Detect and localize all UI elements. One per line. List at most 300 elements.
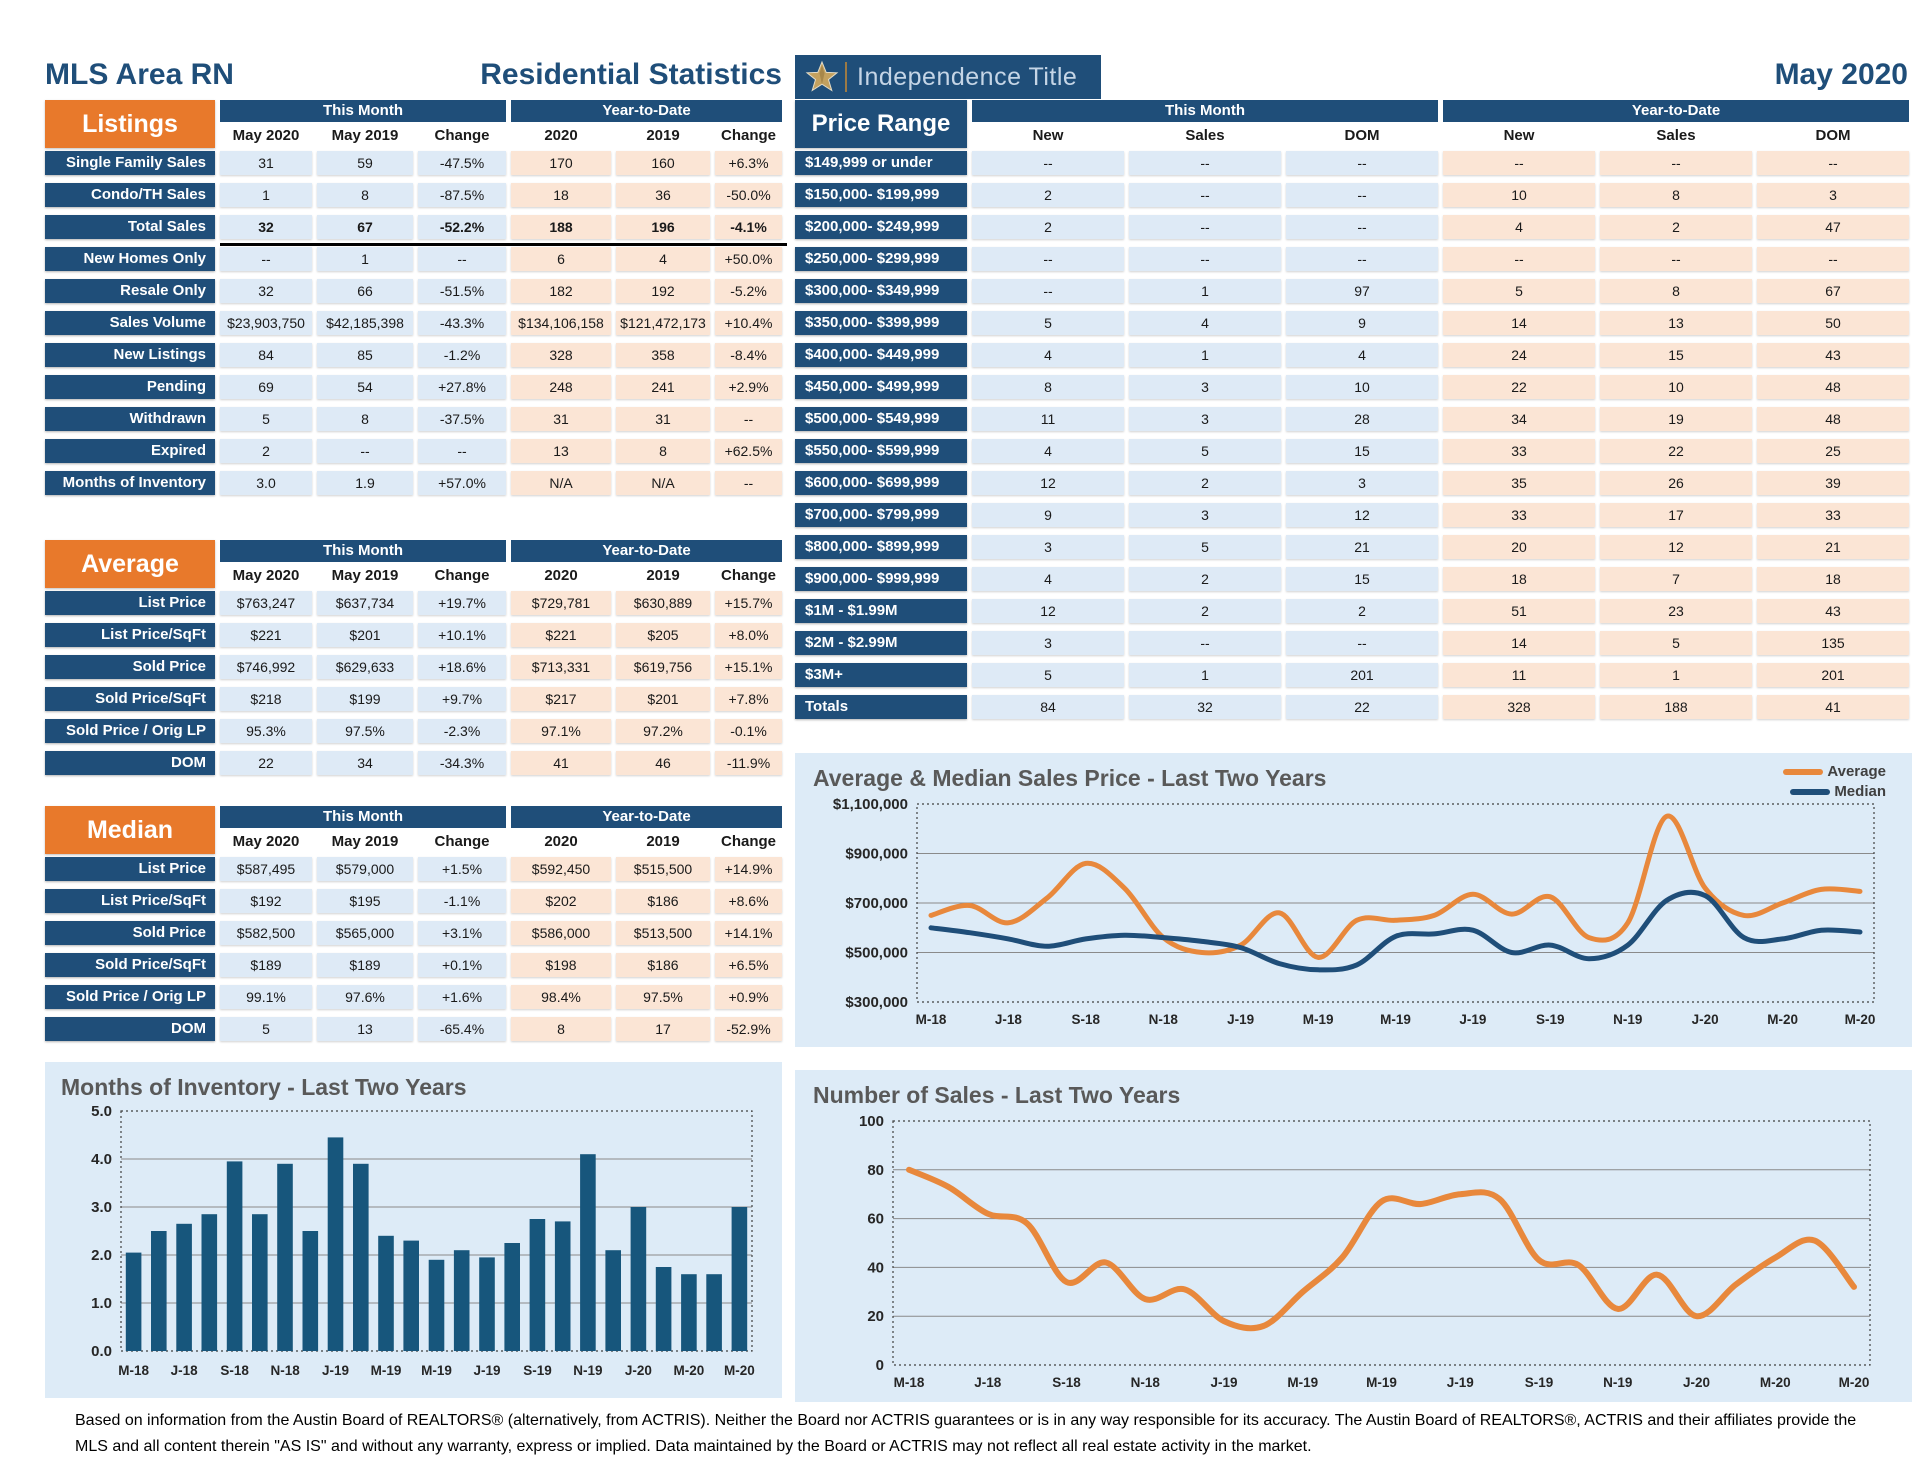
table-cell: 5 xyxy=(1443,279,1595,303)
table-cell: 15 xyxy=(1600,343,1752,367)
table-cell: 5 xyxy=(972,311,1124,335)
table-cell: 21 xyxy=(1757,535,1909,559)
group-header: This Month xyxy=(220,540,506,562)
table-row xyxy=(45,985,787,1009)
table-cell: +62.5% xyxy=(715,439,782,463)
table-cell: +15.1% xyxy=(715,655,782,679)
table-cell: 95.3% xyxy=(220,719,312,743)
row-label: Months of Inventory xyxy=(45,471,215,495)
row-label: $2M - $2.99M xyxy=(795,631,967,655)
table-header xyxy=(45,806,787,854)
group-header: Year-to-Date xyxy=(511,100,782,122)
table-cell: 21 xyxy=(1286,535,1438,559)
table-cell: 48 xyxy=(1757,375,1909,399)
table-cell: 8 xyxy=(616,439,710,463)
column-header: May 2019 xyxy=(331,127,399,144)
independence-title-logo xyxy=(795,55,1101,99)
table-row xyxy=(795,503,1914,527)
table-cell: $198 xyxy=(511,953,611,977)
table-cell: 69 xyxy=(220,375,312,399)
row-label: $250,000- $299,999 xyxy=(795,247,967,271)
average-table xyxy=(45,540,787,783)
svg-text:M-19: M-19 xyxy=(370,1363,402,1378)
table-cell: 4 xyxy=(1286,343,1438,367)
table-row xyxy=(45,151,787,175)
table-cell: -47.5% xyxy=(418,151,506,175)
table-cell: -50.0% xyxy=(715,183,782,207)
table-cell: -- xyxy=(1286,151,1438,175)
table-row xyxy=(45,343,787,367)
table-row xyxy=(45,921,787,945)
table-cell: $42,185,398 xyxy=(317,311,413,335)
table-cell: +1.6% xyxy=(418,985,506,1009)
table-cell: -1.1% xyxy=(418,889,506,913)
table-cell: $713,331 xyxy=(511,655,611,679)
table-cell: 2 xyxy=(1129,471,1281,495)
table-cell: 97 xyxy=(1286,279,1438,303)
table-row xyxy=(45,215,787,239)
table-cell: 5 xyxy=(972,663,1124,687)
svg-text:$700,000: $700,000 xyxy=(845,895,908,912)
svg-text:J-19: J-19 xyxy=(1227,1012,1255,1027)
table-cell: 1 xyxy=(317,247,413,271)
table-cell: $201 xyxy=(317,623,413,647)
table-cell: 328 xyxy=(1443,695,1595,719)
table-row xyxy=(795,567,1914,591)
table-cell: 5 xyxy=(1129,535,1281,559)
table-row xyxy=(45,953,787,977)
table-cell: $619,756 xyxy=(616,655,710,679)
table-cell: 33 xyxy=(1443,439,1595,463)
svg-text:J-19: J-19 xyxy=(1459,1012,1487,1027)
table-cell: 182 xyxy=(511,279,611,303)
table-cell: -- xyxy=(1129,631,1281,655)
group-header: This Month xyxy=(972,100,1438,122)
table-cell: 85 xyxy=(317,343,413,367)
table-cell: 10 xyxy=(1443,183,1595,207)
table-cell: $186 xyxy=(616,953,710,977)
table-cell: -- xyxy=(1600,247,1752,271)
table-cell: 188 xyxy=(511,215,611,239)
table-cell: 1 xyxy=(1129,343,1281,367)
table-cell: 97.5% xyxy=(616,985,710,1009)
table-cell: 34 xyxy=(1443,407,1595,431)
table-row xyxy=(45,279,787,303)
area-title: MLS Area RN xyxy=(45,58,234,91)
svg-text:N-18: N-18 xyxy=(1130,1375,1160,1390)
table-cell: 188 xyxy=(1600,695,1752,719)
column-header: Change xyxy=(720,833,776,850)
row-label: Total Sales xyxy=(45,215,215,239)
table-cell: 135 xyxy=(1757,631,1909,655)
table-cell: 7 xyxy=(1600,567,1752,591)
table-cell: 22 xyxy=(1286,695,1438,719)
avg-median-price-title: Average & Median Sales Price - Last Two Years xyxy=(813,765,1327,791)
row-label: Sold Price/SqFt xyxy=(45,687,215,711)
table-row xyxy=(45,751,787,775)
table-cell: 18 xyxy=(1443,567,1595,591)
table-cell: -- xyxy=(418,439,506,463)
column-header: New xyxy=(1032,127,1064,144)
table-cell: 4 xyxy=(1129,311,1281,335)
table-cell: $218 xyxy=(220,687,312,711)
table-cell: $189 xyxy=(220,953,312,977)
table-cell: 31 xyxy=(220,151,312,175)
table-cell: -11.9% xyxy=(715,751,782,775)
table-cell: $579,000 xyxy=(317,857,413,881)
table-cell: 34 xyxy=(317,751,413,775)
table-cell: 4 xyxy=(1443,215,1595,239)
table-cell: $515,500 xyxy=(616,857,710,881)
listings-table xyxy=(45,100,787,503)
table-row xyxy=(795,695,1914,719)
table-cell: $629,633 xyxy=(317,655,413,679)
table-cell: -- xyxy=(1129,215,1281,239)
column-header: Change xyxy=(720,127,776,144)
table-cell: +27.8% xyxy=(418,375,506,399)
table-cell: 17 xyxy=(1600,503,1752,527)
table-cell: -- xyxy=(317,439,413,463)
row-label: $600,000- $699,999 xyxy=(795,471,967,495)
row-label: Condo/TH Sales xyxy=(45,183,215,207)
row-label: $3M+ xyxy=(795,663,967,687)
svg-text:80: 80 xyxy=(867,1161,884,1179)
svg-text:M-20: M-20 xyxy=(1767,1012,1798,1027)
svg-text:M-19: M-19 xyxy=(421,1363,452,1378)
column-header: Change xyxy=(720,567,776,584)
column-header: May 2020 xyxy=(232,833,300,850)
svg-text:N-19: N-19 xyxy=(573,1363,603,1378)
column-header: DOM xyxy=(1815,127,1851,144)
table-cell: +0.9% xyxy=(715,985,782,1009)
table-cell: 24 xyxy=(1443,343,1595,367)
row-label: $150,000- $199,999 xyxy=(795,183,967,207)
table-row xyxy=(795,407,1914,431)
group-header: This Month xyxy=(220,100,506,122)
table-cell: 12 xyxy=(1600,535,1752,559)
table-cell: -- xyxy=(972,151,1124,175)
table-cell: 3.0 xyxy=(220,471,312,495)
price-range-table xyxy=(795,100,1914,727)
table-cell: 97.1% xyxy=(511,719,611,743)
table-cell: -- xyxy=(1129,183,1281,207)
svg-text:M-20: M-20 xyxy=(1844,1012,1876,1027)
table-cell: -- xyxy=(1600,151,1752,175)
table-cell: $587,495 xyxy=(220,857,312,881)
table-cell: -8.4% xyxy=(715,343,782,367)
svg-text:S-18: S-18 xyxy=(1071,1012,1101,1027)
table-cell: +6.3% xyxy=(715,151,782,175)
star-icon xyxy=(805,60,839,94)
row-label: $700,000- $799,999 xyxy=(795,503,967,527)
table-cell: -52.2% xyxy=(418,215,506,239)
chart-legend xyxy=(1783,763,1886,803)
table-cell: 67 xyxy=(1757,279,1909,303)
table-cell: -5.2% xyxy=(715,279,782,303)
average-legend-swatch xyxy=(1783,769,1823,775)
table-cell: -65.4% xyxy=(418,1017,506,1041)
svg-text:J-20: J-20 xyxy=(1691,1012,1719,1027)
table-row xyxy=(795,279,1914,303)
row-label: Sold Price xyxy=(45,655,215,679)
table-cell: 31 xyxy=(511,407,611,431)
svg-text:2.0: 2.0 xyxy=(91,1247,112,1264)
table-cell: -- xyxy=(1129,151,1281,175)
svg-text:S-18: S-18 xyxy=(1052,1375,1081,1390)
table-cell: 28 xyxy=(1286,407,1438,431)
table-cell: 17 xyxy=(616,1017,710,1041)
months-inventory-title: Months of Inventory - Last Two Years xyxy=(61,1074,467,1100)
table-cell: 4 xyxy=(972,343,1124,367)
table-cell: 25 xyxy=(1757,439,1909,463)
svg-text:0.0: 0.0 xyxy=(91,1343,112,1360)
table-cell: -- xyxy=(972,247,1124,271)
table-cell: $201 xyxy=(616,687,710,711)
svg-text:S-19: S-19 xyxy=(1524,1375,1554,1390)
table-cell: 170 xyxy=(511,151,611,175)
table-row xyxy=(795,183,1914,207)
table-row xyxy=(795,663,1914,687)
row-label: Sold Price xyxy=(45,921,215,945)
table-row xyxy=(795,311,1914,335)
table-row xyxy=(795,471,1914,495)
table-cell: 59 xyxy=(317,151,413,175)
table-cell: -- xyxy=(1286,631,1438,655)
svg-text:S-19: S-19 xyxy=(1536,1012,1565,1027)
column-header: 2020 xyxy=(544,127,578,144)
svg-text:M-20: M-20 xyxy=(724,1363,755,1378)
table-cell: +10.1% xyxy=(418,623,506,647)
table-cell: 2 xyxy=(1129,599,1281,623)
table-cell: 2 xyxy=(972,215,1124,239)
table-cell: $192 xyxy=(220,889,312,913)
table-cell: 13 xyxy=(317,1017,413,1041)
table-cell: 196 xyxy=(616,215,710,239)
table-cell: 84 xyxy=(220,343,312,367)
row-label: Resale Only xyxy=(45,279,215,303)
table-cell: $199 xyxy=(317,687,413,711)
group-header: Year-to-Date xyxy=(511,540,782,562)
group-header: Year-to-Date xyxy=(511,806,782,828)
column-header: 2020 xyxy=(544,833,578,850)
table-cell: 97.2% xyxy=(616,719,710,743)
table-cell: 4 xyxy=(616,247,710,271)
row-label: Pending xyxy=(45,375,215,399)
table-cell: 5 xyxy=(220,407,312,431)
table-cell: 8 xyxy=(317,183,413,207)
table-cell: -- xyxy=(1757,151,1909,175)
table-cell: 19 xyxy=(1600,407,1752,431)
svg-text:M-18: M-18 xyxy=(118,1363,149,1378)
table-cell: $217 xyxy=(511,687,611,711)
table-cell: 4 xyxy=(972,567,1124,591)
table-row xyxy=(795,535,1914,559)
table-cell: 3 xyxy=(1129,503,1281,527)
table-cell: 3 xyxy=(972,631,1124,655)
average-legend-label: Average xyxy=(1827,763,1886,780)
column-header: DOM xyxy=(1344,127,1380,144)
table-cell: 22 xyxy=(1443,375,1595,399)
table-cell: -4.1% xyxy=(715,215,782,239)
column-header: Change xyxy=(434,567,490,584)
table-title: Price Range xyxy=(795,100,967,148)
column-header: Sales xyxy=(1185,127,1225,144)
table-cell: 5 xyxy=(1600,631,1752,655)
row-label: List Price/SqFt xyxy=(45,889,215,913)
table-cell: -- xyxy=(715,407,782,431)
table-title: Median xyxy=(45,806,215,854)
table-cell: 12 xyxy=(1286,503,1438,527)
svg-text:J-19: J-19 xyxy=(473,1363,501,1378)
table-cell: $221 xyxy=(511,623,611,647)
table-cell: -- xyxy=(1443,151,1595,175)
table-row xyxy=(45,471,787,495)
table-cell: +50.0% xyxy=(715,247,782,271)
table-cell: 3 xyxy=(1129,407,1281,431)
table-cell: $729,781 xyxy=(511,591,611,615)
table-cell: -- xyxy=(1286,247,1438,271)
table-cell: 15 xyxy=(1286,567,1438,591)
svg-text:N-19: N-19 xyxy=(1613,1012,1643,1027)
row-label: Expired xyxy=(45,439,215,463)
table-row xyxy=(45,1017,787,1041)
svg-text:J-19: J-19 xyxy=(321,1363,350,1378)
table-cell: 1 xyxy=(1600,663,1752,687)
table-cell: 5 xyxy=(220,1017,312,1041)
table-row xyxy=(45,439,787,463)
svg-text:$900,000: $900,000 xyxy=(845,845,908,863)
table-cell: 15 xyxy=(1286,439,1438,463)
svg-text:5.0: 5.0 xyxy=(91,1105,112,1120)
table-cell: 241 xyxy=(616,375,710,399)
table-cell: +18.6% xyxy=(418,655,506,679)
table-cell: 10 xyxy=(1600,375,1752,399)
table-row xyxy=(45,375,787,399)
table-cell: $582,500 xyxy=(220,921,312,945)
table-cell: 3 xyxy=(972,535,1124,559)
table-cell: 160 xyxy=(616,151,710,175)
table-cell: -- xyxy=(1129,247,1281,271)
table-cell: $592,450 xyxy=(511,857,611,881)
disclaimer-text: Based on information from the Austin Board of REALTORS® (alternatively, from ACTRIS). Neither the Board nor ACTRIS guarantees or is in any way responsible for its accuracy. The Austin Board of REALTORS®, ACTRIS and their affiliates provide the MLS and all content therein "AS IS" and without any warranty, express or implied. Data maintained by the Board or ACTRIS may not reflect all real estate activity in the market. xyxy=(75,1412,1857,1455)
table-cell: $763,247 xyxy=(220,591,312,615)
table-cell: 36 xyxy=(616,183,710,207)
table-cell: 43 xyxy=(1757,599,1909,623)
svg-text:$300,000: $300,000 xyxy=(845,994,908,1011)
table-cell: $586,000 xyxy=(511,921,611,945)
svg-text:M-19: M-19 xyxy=(1302,1012,1334,1027)
svg-text:1.0: 1.0 xyxy=(91,1295,112,1312)
table-cell: 84 xyxy=(972,695,1124,719)
table-cell: -- xyxy=(418,247,506,271)
months-inventory-chart xyxy=(61,1105,766,1385)
column-header: Change xyxy=(434,127,490,144)
table-cell: 51 xyxy=(1443,599,1595,623)
row-label: DOM xyxy=(45,751,215,775)
table-cell: 33 xyxy=(1757,503,1909,527)
table-cell: 23 xyxy=(1600,599,1752,623)
svg-text:J-20: J-20 xyxy=(624,1363,652,1378)
table-cell: -34.3% xyxy=(418,751,506,775)
table-cell: $513,500 xyxy=(616,921,710,945)
table-cell: 41 xyxy=(511,751,611,775)
table-cell: 54 xyxy=(317,375,413,399)
svg-text:J-19: J-19 xyxy=(1446,1375,1474,1390)
table-row xyxy=(795,215,1914,239)
svg-text:M-20: M-20 xyxy=(1759,1375,1791,1390)
table-cell: 8 xyxy=(317,407,413,431)
table-cell: +8.0% xyxy=(715,623,782,647)
table-cell: -- xyxy=(220,247,312,271)
row-label: $149,999 or under xyxy=(795,151,967,175)
svg-text:100: 100 xyxy=(858,1113,884,1130)
svg-text:N-19: N-19 xyxy=(1603,1375,1633,1390)
table-cell: $186 xyxy=(616,889,710,913)
table-cell: 41 xyxy=(1757,695,1909,719)
svg-text:M-20: M-20 xyxy=(1838,1375,1870,1390)
table-cell: +2.9% xyxy=(715,375,782,399)
table-row xyxy=(45,183,787,207)
table-cell: 97.5% xyxy=(317,719,413,743)
table-cell: 192 xyxy=(616,279,710,303)
svg-text:N-18: N-18 xyxy=(1148,1012,1178,1027)
table-cell: -- xyxy=(1286,215,1438,239)
row-label: List Price/SqFt xyxy=(45,623,215,647)
row-label: DOM xyxy=(45,1017,215,1041)
svg-text:S-19: S-19 xyxy=(523,1363,552,1378)
table-cell: 46 xyxy=(616,751,710,775)
row-label: $300,000- $349,999 xyxy=(795,279,967,303)
table-cell: 8 xyxy=(511,1017,611,1041)
table-row xyxy=(45,719,787,743)
row-label: Single Family Sales xyxy=(45,151,215,175)
table-cell: 3 xyxy=(1129,375,1281,399)
table-cell: 9 xyxy=(1286,311,1438,335)
row-label: Sold Price/SqFt xyxy=(45,953,215,977)
row-label: List Price xyxy=(45,857,215,881)
report-date: May 2020 xyxy=(1774,58,1908,91)
table-row xyxy=(795,439,1914,463)
row-label: New Homes Only xyxy=(45,247,215,271)
table-cell: 201 xyxy=(1757,663,1909,687)
table-row xyxy=(795,343,1914,367)
table-cell: 22 xyxy=(1600,439,1752,463)
table-cell: $637,734 xyxy=(317,591,413,615)
table-cell: 66 xyxy=(317,279,413,303)
table-cell: $23,903,750 xyxy=(220,311,312,335)
row-label: $550,000- $599,999 xyxy=(795,439,967,463)
column-header: May 2020 xyxy=(232,567,300,584)
table-cell: 11 xyxy=(972,407,1124,431)
svg-text:M-19: M-19 xyxy=(1380,1012,1411,1027)
svg-text:J-18: J-18 xyxy=(994,1012,1022,1027)
table-cell: 8 xyxy=(1600,279,1752,303)
table-cell: +0.1% xyxy=(418,953,506,977)
table-cell: 97.6% xyxy=(317,985,413,1009)
table-cell: $221 xyxy=(220,623,312,647)
number-of-sales-title: Number of Sales - Last Two Years xyxy=(813,1082,1181,1108)
table-cell: $121,472,173 xyxy=(616,311,710,335)
page-title: Residential Statistics xyxy=(480,58,782,91)
table-cell: 2 xyxy=(1600,215,1752,239)
table-header xyxy=(45,540,787,588)
table-cell: +8.6% xyxy=(715,889,782,913)
column-header: May 2019 xyxy=(331,567,399,584)
table-cell: 14 xyxy=(1443,631,1595,655)
median-legend-swatch xyxy=(1790,789,1830,795)
svg-text:20: 20 xyxy=(867,1308,884,1326)
table-cell: -- xyxy=(1286,183,1438,207)
